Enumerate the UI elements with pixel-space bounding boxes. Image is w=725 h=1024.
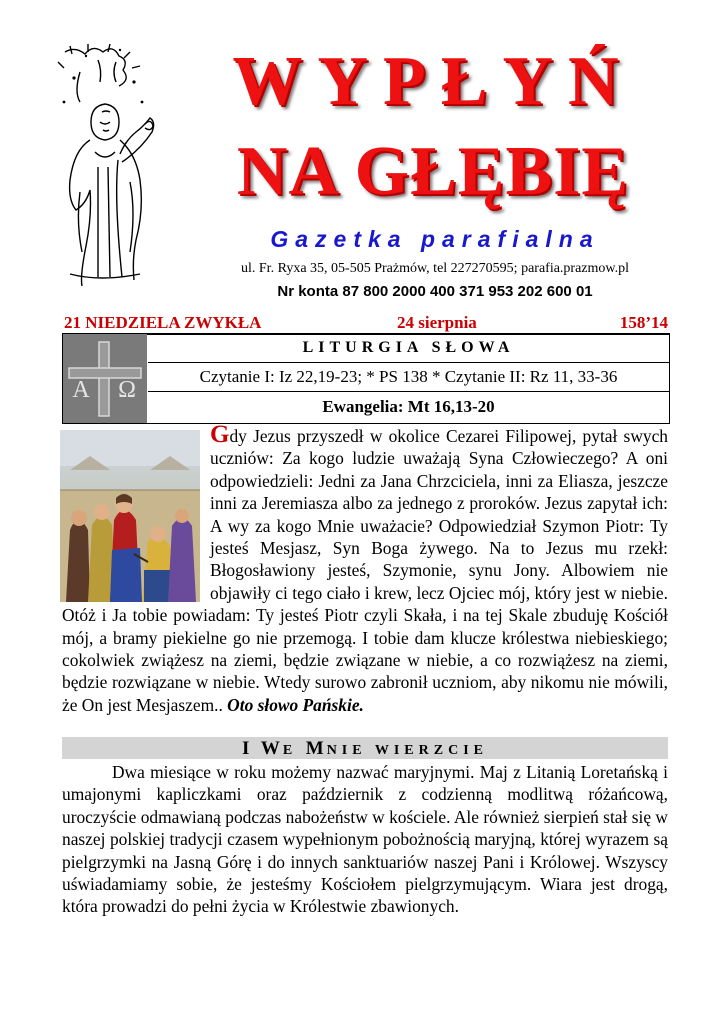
heading-word3-initial: M (305, 738, 327, 759)
gospel-body: dy Jezus przyszedł w okolice Cezarei Filipowej, pytał swych uczniów: Za kogo ludzie uważają Syna Człowieczego? A oni odpowiedzieli: Jedni za Jana Chrzciciela, inni za Eliasza, jeszcze inni za Jeremiasza albo za jednego z proroków. Jezus zapytał ich: A wy za kogo Mnie uważacie? Odpowiedział Szymon Piotr: Ty jesteś Mesjasz, Syn Boga żywego. Na to Jezus mu rzekł: Błogosławiony jesteś, Szymonie, synu Jony. Albowiem nie objawiły ci tego ciało i krew, lecz Ojciec mój, który jest w niebie. Otóż i Ja tobie powiadam: Ty jesteś Piotr czyli Skała, i na tej Skale zbuduję Kościół mój, a bramy piekielne go nie przemogą. I tobie dam klucze królestwa niebieskiego; cokolwiek zwiążesz na ziemi, będzie związane w niebie, a co rozwiążesz na ziemi, będzie rozwiązane w niebie. Wtedy surowo zabronił uczniom, aby nikomu nie mówili, że On jest Mesjaszem.. (62, 426, 668, 715)
masthead-subtitle: Gazetka parafialna (270, 226, 600, 252)
masthead-title-line1: WYPŁYŃ (232, 43, 634, 120)
heading-word4: WIERZCIE (374, 743, 488, 758)
section-heading-bar (62, 737, 668, 759)
section2-body: Dwa miesiące w roku możemy nazwać maryjnymi. Maj z Litanią Loretańską i umajonymi kapliczkami oraz październik z codzienną modlitwą różańcową, uroczyście odmawianą podczas nabożeństw w kościele. Ale również sierpień stał się w naszej polskiej tradycji czasem wypełnionym pobożnością maryjną, której wyrazem są pielgrzymki na Jasną Górę i do innych sanktuariów naszej Pani i Królowej. Wszyscy uświadamiamy sobie, że jesteśmy Kościołem pielgrzymującym. Wiara jest drogą, która prowadzi do pełni życia w Królestwie zbawionych. (62, 762, 668, 917)
liturgy-header: LITURGIA SŁOWA (148, 334, 669, 363)
heading-word3-rest: NIE (326, 743, 367, 758)
issue-date: 24 sierpnia (397, 313, 477, 332)
masthead-title-line2: NA GŁĘBIĘ (236, 133, 630, 210)
heading-word1-initial: I (242, 738, 253, 759)
issue-number: 158’14 (619, 313, 668, 332)
liturgy-box (62, 333, 670, 424)
readings-line: Czytanie I: Iz 22,19-23; * PS 138 * Czytanie II: Rz 11, 33-36 (148, 363, 669, 392)
omega-glyph: Ω (118, 377, 136, 403)
alpha-omega-icon (63, 334, 147, 423)
gospel-text (62, 421, 668, 716)
liturgical-sunday: 21 NIEDZIELA ZWYKŁA (64, 313, 262, 332)
issue-bar (62, 311, 670, 335)
saint-with-fish-logo (50, 42, 160, 287)
bank-account: Nr konta 87 800 2000 400 371 953 202 600 01 (277, 283, 593, 300)
alpha-glyph: A (72, 377, 90, 403)
heading-word2-rest: E (282, 743, 298, 758)
heading-word2-initial: W (260, 738, 283, 759)
gospel-dropcap: G (210, 421, 230, 448)
gospel-closing: Oto słowo Pańskie. (227, 694, 364, 715)
parish-address: ul. Fr. Ryxa 35, 05-505 Prażmów, tel 227270595; parafia.prazmow.pl (241, 261, 629, 276)
gospel-reference: Ewangelia: Mt 16,13-20 (322, 397, 495, 416)
